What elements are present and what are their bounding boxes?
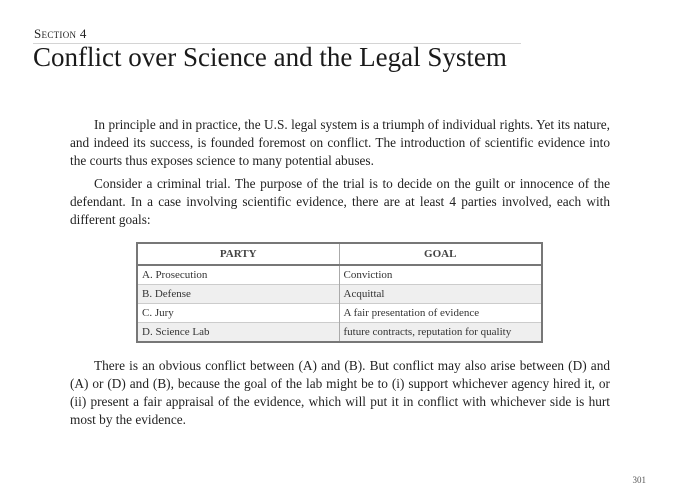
goal-cell: A fair presentation of evidence xyxy=(339,304,542,323)
goal-cell: Conviction xyxy=(339,265,542,285)
table-row xyxy=(137,304,542,323)
party-cell: A. Prosecution xyxy=(137,265,339,285)
paragraph-conflict: There is an obvious conflict between (A) and (B). But conflict may also arise between (D) and (A) or (D) and (B), because the goal of the lab might be to (i) support whichever agency hired it, or (ii) present a fair appraisal of the evidence, which will put it in conflict with whichever side is hurt most by the evidence. xyxy=(70,358,610,427)
party-cell: C. Jury xyxy=(137,304,339,323)
paragraph-criminal-trial: Consider a criminal trial. The purpose of the trial is to decide on the guilt or innocence of the defendant. In a case involving scientific evidence, there are at least 4 parties involved, each with different goals: xyxy=(70,176,610,227)
paragraph-intro: In principle and in practice, the U.S. legal system is a triumph of individual rights. Yet its nature, and indeed its success, is founded foremost on conflict. The introduction of scientific evidence into the courts thus exposes science to many potential abuses. xyxy=(70,117,610,168)
table-row xyxy=(137,285,542,304)
goal-cell: future contracts, reputation for quality xyxy=(339,323,542,343)
party-cell: D. Science Lab xyxy=(137,323,339,343)
page-title: Conflict over Science and the Legal System xyxy=(33,42,507,72)
party-goal-table xyxy=(136,242,543,343)
column-header-party: PARTY xyxy=(137,243,339,265)
goal-cell: Acquittal xyxy=(339,285,542,304)
table-row xyxy=(137,323,542,343)
section-label: Section 4 xyxy=(34,26,87,41)
party-cell: B. Defense xyxy=(137,285,339,304)
column-header-goal: GOAL xyxy=(339,243,542,265)
page-number: 301 xyxy=(632,475,646,485)
table-row xyxy=(137,265,542,285)
table-header-row xyxy=(137,243,542,265)
